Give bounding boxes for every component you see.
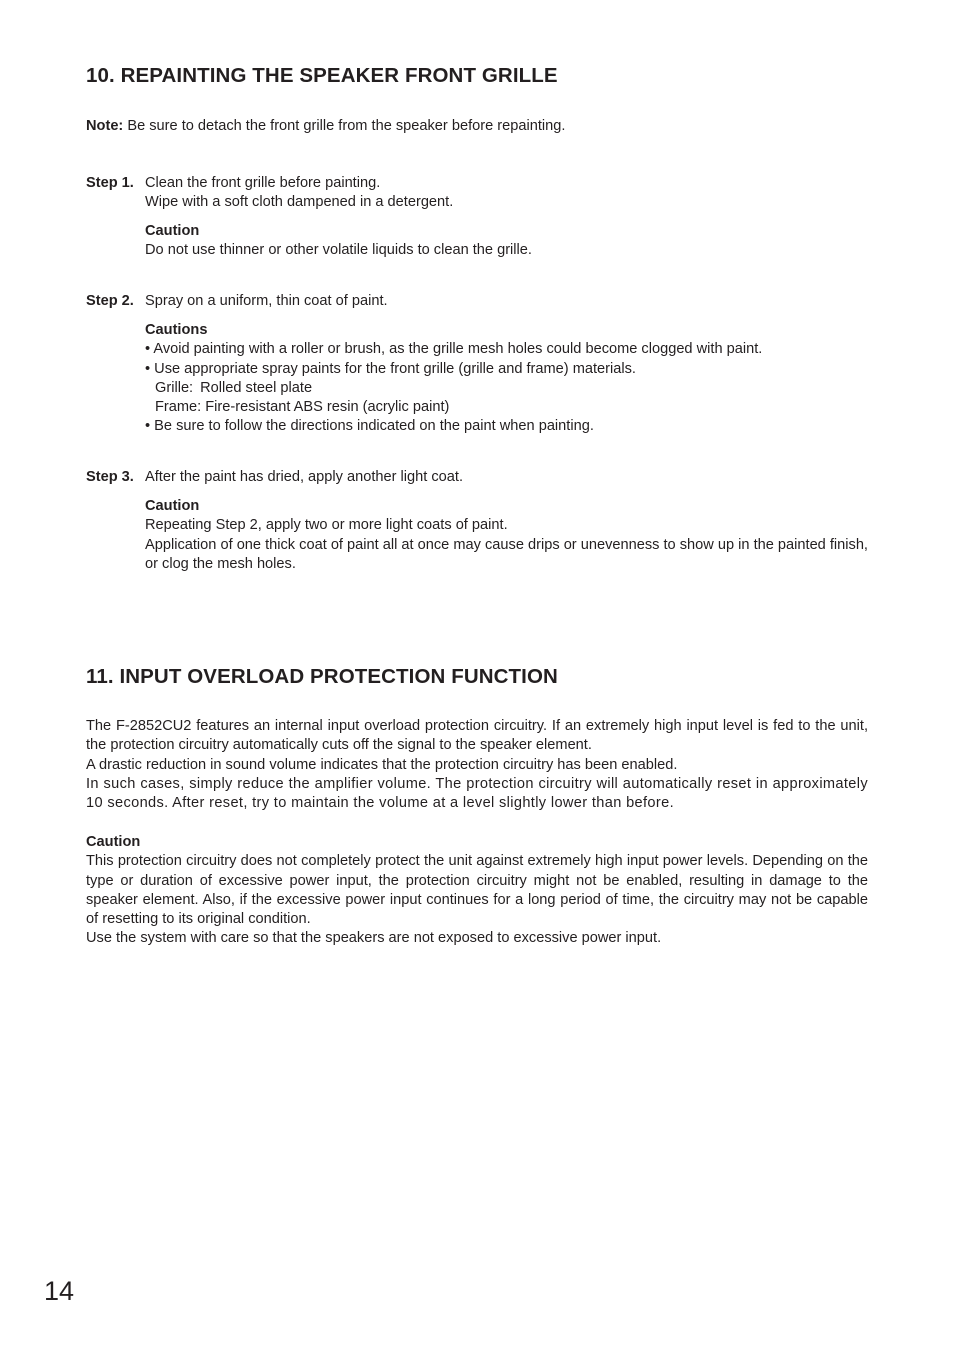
section-11-body bbox=[86, 717, 868, 813]
step-2-cautions-title: Cautions bbox=[145, 322, 208, 338]
section-11-heading: 11. INPUT OVERLOAD PROTECTION FUNCTION bbox=[86, 665, 558, 688]
step-2-body bbox=[145, 292, 868, 311]
step-1-caution bbox=[145, 222, 868, 261]
step-1-body bbox=[145, 174, 868, 213]
section-11-caution-paragraph-1: This protection circuitry does not completely protect the unit against extremely high input power levels. Depending on the type or duration of excessive power input, the protection circuitry might not be enabled, resulting in damage to the speaker element. Also, if the excessive power input continues for a long period of time, the circuitry may not be capable of resetting to its original condition. bbox=[86, 853, 868, 928]
step-1-caution-text: Do not use thinner or other volatile liquids to clean the grille. bbox=[145, 242, 532, 259]
step-3-line: After the paint has dried, apply another light coat. bbox=[145, 469, 464, 485]
step-3-caution bbox=[145, 497, 868, 574]
step-2-bullet-2: • Use appropriate spray paints for the front grille (grille and frame) materials. bbox=[145, 360, 636, 377]
note-line bbox=[86, 117, 565, 136]
step-1-line-2: Wipe with a soft cloth dampened in a detergent. bbox=[145, 194, 454, 211]
section-11-caution-paragraph-2: Use the system with care so that the speakers are not exposed to excessive power input. bbox=[86, 930, 662, 947]
step-1-line-1: Clean the front grille before painting. bbox=[145, 175, 381, 191]
step-3-caution-line-2: Application of one thick coat of paint all at once may cause drips or unevenness to show up in the painted finish, or clog the mesh holes. bbox=[145, 536, 868, 572]
section-10-heading: 10. REPAINTING THE SPEAKER FRONT GRILLE bbox=[86, 64, 558, 87]
section-11-paragraph-2: A drastic reduction in sound volume indicates that the protection circuitry has been enabled. bbox=[86, 756, 678, 773]
step-3-caution-line-1: Repeating Step 2, apply two or more light coats of paint. bbox=[145, 517, 508, 534]
grille-material-line bbox=[145, 379, 868, 398]
step-3-body bbox=[145, 468, 868, 487]
step-1-caution-title: Caution bbox=[145, 223, 200, 239]
step-2-bullet-3: • Be sure to follow the directions indicated on the paint when painting. bbox=[145, 418, 594, 435]
section-11-caution bbox=[86, 833, 868, 949]
note-label: Note: bbox=[86, 118, 124, 134]
step-3-caution-title: Caution bbox=[145, 498, 200, 514]
step-2-label: Step 2. bbox=[86, 293, 134, 309]
step-2-bullet-1: • Avoid painting with a roller or brush, as the grille mesh holes could become clogged with paint. bbox=[145, 341, 763, 358]
section-11-paragraph-1: The F-2852CU2 features an internal input overload protection circuitry. If an extremely high input level is fed to the unit, the protection circuitry automatically cuts off the signal to the speaker element. bbox=[86, 718, 868, 754]
page-number: 14 bbox=[44, 1276, 75, 1306]
frame-material-line: Frame: Fire-resistant ABS resin (acrylic paint) bbox=[155, 399, 450, 416]
grille-value: Rolled steel plate bbox=[200, 379, 313, 396]
step-1-label: Step 1. bbox=[86, 175, 134, 191]
step-2-line: Spray on a uniform, thin coat of paint. bbox=[145, 293, 388, 309]
note-text: Be sure to detach the front grille from the speaker before repainting. bbox=[127, 118, 566, 134]
grille-label: Grille: bbox=[155, 379, 194, 396]
section-11-caution-title: Caution bbox=[86, 834, 141, 850]
section-11-paragraph-3: In such cases, simply reduce the amplifier volume. The protection circuitry will automatically reset in approximately 10 seconds. After reset, try to maintain the volume at a level slightly lower than before. bbox=[86, 775, 868, 812]
step-3-label: Step 3. bbox=[86, 469, 134, 485]
step-2-cautions bbox=[145, 321, 868, 437]
